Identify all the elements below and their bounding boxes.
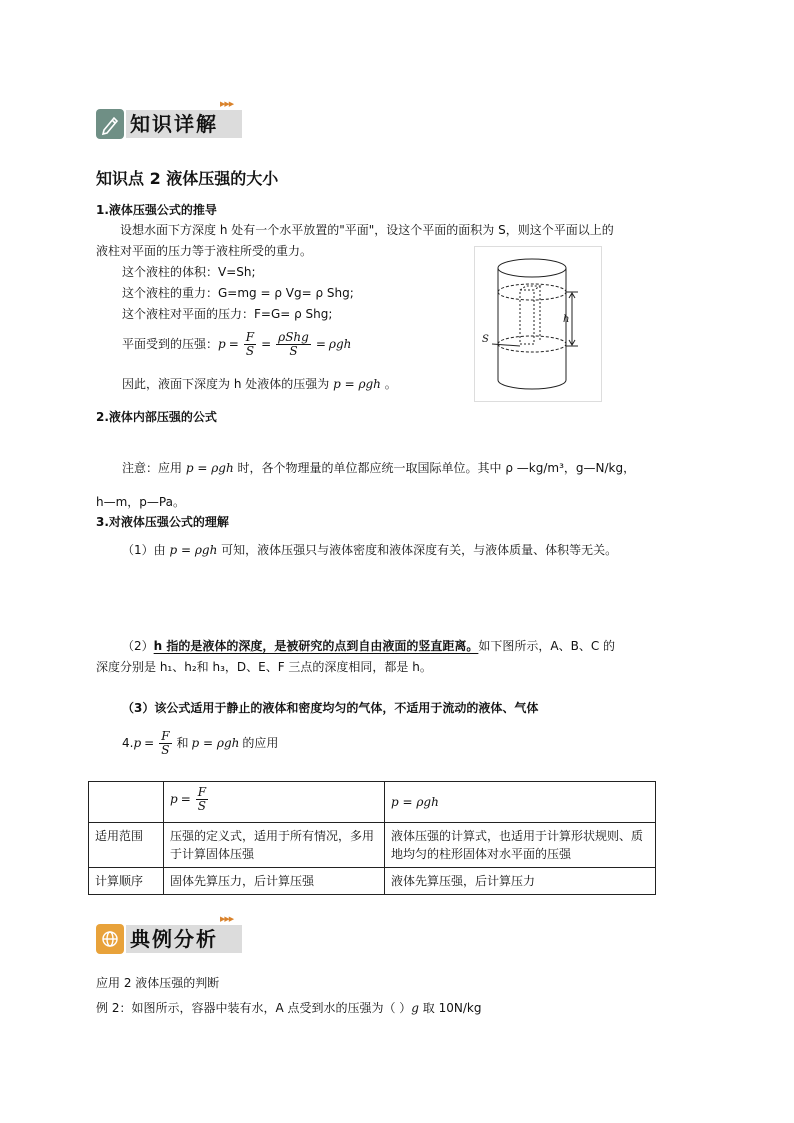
knowledge-point-heading: 知识点 2 液体压强的大小 [96,169,279,188]
fraction-rhoshg-over-s: $\frac{\text{ρShg}}{S}$ [278,329,309,358]
section3-title: 3.对液体压强公式的理解 [96,515,229,529]
formula-comparison-table [88,781,656,895]
pencil-icon [96,109,124,139]
section1-para-line2: 液柱对平面的压力等于液柱所受的重力。 [96,244,313,258]
example-question: 例 2：如图所示，容器中装有水，A 点受到水的压强为（ ）g 取 10N/kg [96,1001,482,1015]
units-note: 注意：应用 p = ρgh 时，各个物理量的单位都应统一取国际单位。其中 ρ —kg/m³，g—N/kg， [122,461,636,475]
cylinder-figure [474,246,602,402]
section1-para-line1: 设想水面下方深度 h 处有一个水平放置的"平面"，设这个平面的面积为 S，则这个平面以上的 [120,223,614,237]
globe-icon [96,924,124,954]
understanding-item2: （2）h 指的是液体的深度，是被研究的点到自由液面的竖直距离。如下图所示，A、B、C 的 [122,639,616,653]
understanding-item1: （1）由 p = ρgh 可知，液体压强只与液体密度和液体深度有关，与液体质量、体积等无关。 [122,543,618,557]
understanding-item2-line2: 深度分别是 h₁、h₂和 h₃，D、E、F 三点的深度相同，都是 h。 [96,660,432,674]
volume-line: 这个液柱的体积：V=Sh; [122,265,256,279]
application-title: 应用 2 液体压强的判断 [96,976,220,990]
table-row: 适用范围 压强的定义式，适用于所有情况，多用于计算固体压强 液体压强的计算式，也适用于计算形状规则、质地均匀的柱形固体对水平面的压强 [89,823,656,868]
label-s: S [482,334,489,345]
section4-title: 4. p = $\frac{F}{S}$ 和 p = ρgh 的应用 [122,728,279,757]
understanding-item3: （3）该公式适用于静止的液体和密度均匀的气体，不适用于流动的液体、气体 [122,701,539,715]
gravity-line: 这个液柱的重力：G=mg = ρ Vg= ρ Shg; [122,286,354,300]
table-row: 计算顺序 固体先算压力，后计算压强 液体先算压强，后计算压力 [89,868,656,895]
arrow-icons: ▶▶▶ [220,100,234,108]
banner-title: 知识详解 [126,110,242,138]
table-header-row: p = $\frac{F}{S}$ p = ρgh [89,782,656,823]
units-note-line2: h—m，p—Pa。 [96,495,185,509]
force-line: 这个液柱对平面的压力：F=G= ρ Shg; [122,307,333,321]
fraction-f-over-s: $\frac{F}{S}$ [245,329,255,358]
banner-title: 典例分析 [126,925,242,953]
pressure-derivation: 平面受到的压强： p = $\frac{F}{S}$ = $\frac{\text{ρShg}}{S}$ = ρgh [122,329,352,358]
knowledge-banner [96,100,242,139]
pressure-label: 平面受到的压强： [122,337,219,351]
example-banner [96,915,242,954]
section1-title: 1.液体压强公式的推导 [96,203,217,217]
section2-title: 2.液体内部压强的公式 [96,410,217,424]
conclusion-line: 因此，液面下深度为 h 处液体的压强为 p = ρgh 。 [122,377,397,391]
label-h: h [563,314,570,325]
arrow-icons: ▶▶▶ [220,915,234,923]
